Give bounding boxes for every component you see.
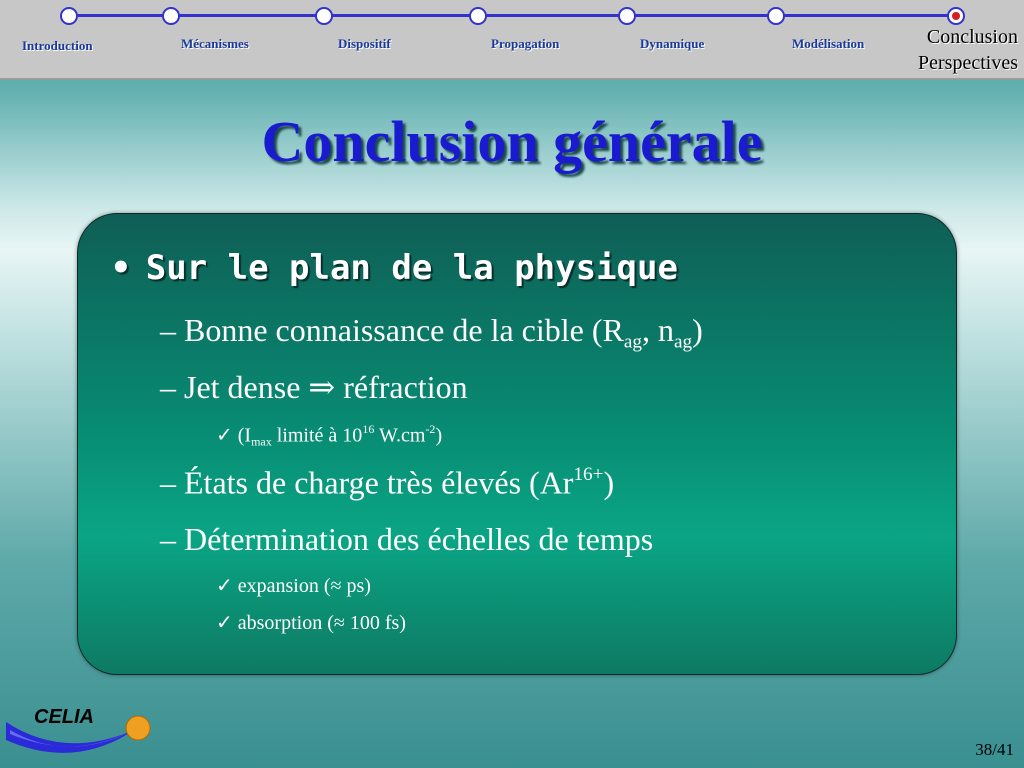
nav-current-line-2: Perspectives (918, 52, 1018, 74)
dash-icon: – (160, 369, 176, 405)
item-text: Détermination des échelles de temps (184, 521, 654, 557)
nav-dot-introduction[interactable] (60, 7, 78, 25)
item-text: limité à 10 (271, 424, 363, 447)
dash-icon: – (160, 521, 176, 557)
sub-item-target (160, 312, 703, 354)
sub-item-charge-states (160, 464, 614, 501)
item-text: États de charge très élevés (Ar (184, 464, 574, 501)
sub-item-time-scales (160, 521, 653, 558)
checkmark-icon: ✓ (216, 575, 233, 597)
subscript: ag (623, 331, 642, 353)
nav-current-section[interactable] (918, 24, 1018, 76)
item-text: , n (641, 312, 674, 348)
nav-dot-propagation[interactable] (469, 7, 487, 25)
item-text: (I (237, 424, 252, 447)
item-text: Bonne connaissance de la cible (R (184, 312, 624, 348)
nav-dot-dispositif[interactable] (315, 7, 333, 25)
check-item-absorption (216, 610, 406, 635)
nav-label-modelisation[interactable]: Modélisation (792, 36, 865, 51)
superscript: 16 (362, 422, 375, 436)
sub-item-jet (160, 368, 468, 406)
nav-dot-modelisation[interactable] (767, 7, 785, 25)
section-navigation (0, 0, 1024, 80)
checkmark-icon: ✓ (216, 612, 233, 634)
checkmark-icon: ✓ (216, 424, 233, 447)
nav-dot-mecanismes[interactable] (162, 7, 180, 25)
nav-dot-conclusion-active[interactable] (947, 7, 965, 25)
subscript: max (251, 434, 272, 449)
nav-current-line-1: Conclusion (926, 26, 1018, 48)
bullet-icon: • (110, 248, 132, 288)
item-text: expansion (≈ ps) (237, 575, 371, 597)
heading-text: Sur le plan de la physique (145, 248, 678, 288)
nav-label-introduction[interactable]: Introduction (22, 38, 93, 53)
slide-title: Conclusion générale (261, 109, 763, 174)
dash-icon: – (160, 464, 176, 501)
item-text: absorption (≈ 100 fs) (237, 612, 406, 634)
subscript: ag (673, 331, 693, 353)
nav-label-dynamique[interactable]: Dynamique (640, 36, 705, 51)
item-text: Jet dense ⇒ réfraction (184, 369, 468, 405)
item-text: ) (435, 424, 443, 447)
superscript: 16+ (573, 464, 604, 485)
superscript: -2 (425, 422, 436, 436)
nav-dot-dynamique[interactable] (618, 7, 636, 25)
dash-icon: – (160, 312, 176, 348)
check-item-imax (216, 422, 442, 450)
nav-label-mecanismes[interactable]: Mécanismes (181, 36, 249, 51)
nav-label-propagation[interactable]: Propagation (491, 36, 560, 51)
navigation-progress-line (68, 14, 956, 17)
page-number: 38/41 (975, 740, 1014, 759)
logo-text: CELIA (34, 706, 94, 728)
check-item-expansion (216, 573, 371, 598)
item-text: ) (603, 464, 615, 501)
bullet-heading (110, 248, 678, 288)
item-text: W.cm (374, 424, 426, 447)
item-text: ) (692, 312, 703, 348)
nav-label-dispositif[interactable]: Dispositif (338, 36, 391, 51)
